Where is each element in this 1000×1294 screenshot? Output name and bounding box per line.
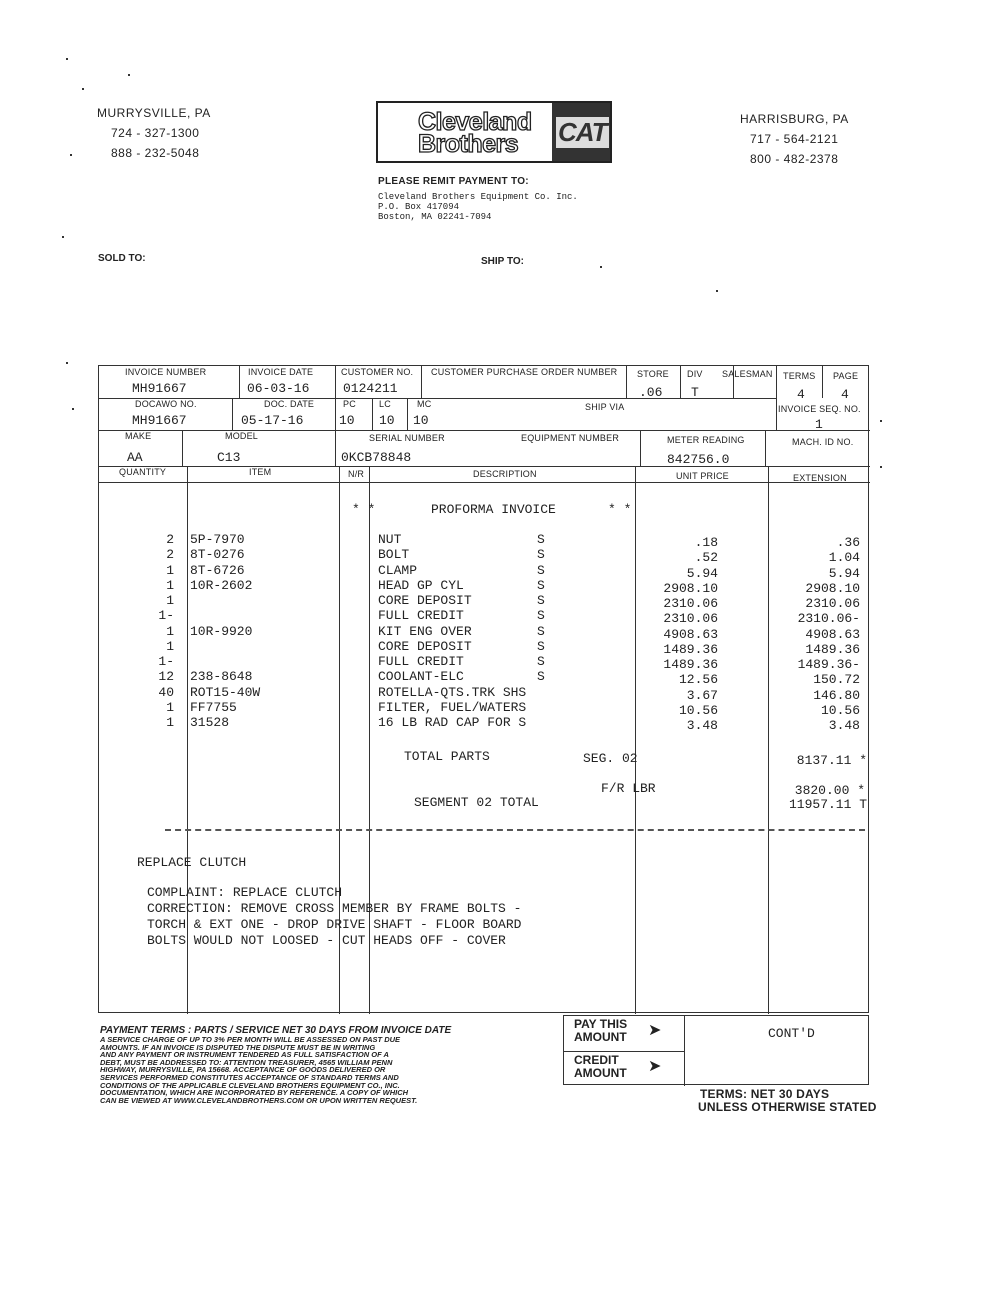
invoice-number-label: INVOICE NUMBER <box>125 367 207 377</box>
item-nr-code: S <box>537 532 545 547</box>
item-description: COOLANT-ELC <box>378 669 464 685</box>
item-unit-price: 12.56 <box>678 672 718 688</box>
payment-terms-body <box>100 1036 540 1104</box>
item-quantity: 1- <box>158 608 174 624</box>
lc-label: LC <box>379 399 391 409</box>
pc-label: PC <box>343 399 356 409</box>
city-label: MURRYSVILLE, PA <box>97 106 211 120</box>
item-nr-code: S <box>537 638 545 654</box>
seg-label: SEG. 02 <box>583 751 638 766</box>
item-quantity: 1 <box>166 715 174 730</box>
nr-label: N/R <box>348 469 365 479</box>
mc-label: MC <box>417 399 432 409</box>
ship-to-label: SHIP TO: <box>481 256 524 267</box>
item-nr-code: S <box>537 593 545 608</box>
phone-label: 724 - 327-1300 <box>111 126 200 140</box>
terms-body-line: SERVICES PERFORMED CONSTITUTES ACCEPTANCE OF STANDARD TERMS AND <box>100 1072 399 1082</box>
item-unit-price: 5.94 <box>686 565 718 581</box>
item-unit-price: 10.56 <box>678 702 718 718</box>
item-quantity: 1- <box>158 654 174 669</box>
item-quantity: 2 <box>166 547 174 563</box>
item-description: FULL CREDIT <box>378 608 464 624</box>
item-description: NUT <box>378 532 402 547</box>
equipment-label: EQUIPMENT NUMBER <box>521 433 620 443</box>
item-extension: .36 <box>836 535 860 550</box>
remit-line: P.O. Box 417094 <box>378 202 460 212</box>
item-part-number: FF7755 <box>190 699 237 715</box>
item-unit-price: 1489.36 <box>663 657 718 672</box>
item-description: CLAMP <box>378 562 418 578</box>
item-description: BOLT <box>378 547 410 563</box>
company-logo <box>376 101 612 163</box>
model-value: C13 <box>217 450 241 465</box>
remit-line: Cleveland Brothers Equipment Co. Inc. <box>378 192 578 202</box>
item-description: KIT ENG OVER <box>378 623 472 639</box>
net-terms-line: TERMS: NET 30 DAYS <box>700 1087 830 1101</box>
item-nr-code: S <box>537 669 545 685</box>
meter-label: METER READING <box>667 435 745 445</box>
description-label: DESCRIPTION <box>473 469 537 479</box>
credit-label-line: CREDIT <box>574 1053 619 1067</box>
item-extension: 1489.36- <box>797 657 860 672</box>
invoice-number-value: MH91667 <box>132 381 187 396</box>
sold-to-label: SOLD TO: <box>98 253 146 264</box>
contd-label: CONT'D <box>768 1026 815 1041</box>
item-extension: 2310.06- <box>797 611 860 627</box>
item-unit-price: .52 <box>694 550 718 566</box>
item-description: 16 LB RAD CAP FOR S <box>378 715 527 730</box>
docawo-label: DOCAWO NO. <box>135 399 197 409</box>
arrow-right-icon: ➤ <box>648 1058 662 1075</box>
doc-date-label: DOC. DATE <box>264 399 315 409</box>
item-part-number: 10R-9920 <box>190 623 253 639</box>
credit-amount-label <box>574 1054 627 1080</box>
cat-logo-icon <box>552 103 610 161</box>
note-line: BOLTS WOULD NOT LOOSED - CUT HEADS OFF - COVER <box>147 933 506 948</box>
item-quantity: 1 <box>166 638 174 654</box>
salesman-label: SALESMAN <box>722 369 773 379</box>
item-unit-price: 3.67 <box>686 687 718 703</box>
invoice-seq-label: INVOICE SEQ. NO. <box>778 404 861 414</box>
item-nr-code: S <box>537 577 545 593</box>
item-nr-code: S <box>537 562 545 578</box>
item-description: ROTELLA-QTS.TRK SHS <box>378 684 527 700</box>
meter-value: 842756.0 <box>667 452 730 467</box>
total-parts-value: 8137.11 * <box>796 753 867 768</box>
arrow-right-icon: ➤ <box>648 1022 662 1039</box>
fr-value: 3820.00 * <box>794 783 865 798</box>
terms-label: TERMS <box>783 371 816 381</box>
terms-body-line: HIGHWAY, MURRYSVILLE, PA 15668. ACCEPTANCE OF GOODS DELIVERED OR <box>100 1065 386 1075</box>
terms-body-line: AMOUNTS. IF AN INVOICE IS DISPUTED THE DISPUTE MUST BE IN WRITING <box>100 1042 376 1052</box>
fr-label: F/R LBR <box>601 781 656 796</box>
item-part-number: 10R-2602 <box>190 577 253 593</box>
item-extension: 1489.36 <box>805 641 860 657</box>
item-extension: 150.72 <box>813 672 860 688</box>
cpo-label: CUSTOMER PURCHASE ORDER NUMBER <box>431 367 618 377</box>
item-nr-code: S <box>537 608 545 624</box>
terms-body-line: CONDITIONS OF THE APPLICABLE CLEVELAND BROTHERS EQUIPMENT CO., INC. <box>100 1080 400 1090</box>
item-part-number: 31528 <box>190 715 230 730</box>
logo-line-1: Cleveland <box>418 108 532 136</box>
ship-via-label: SHIP VIA <box>585 402 625 412</box>
item-quantity: 1 <box>166 623 174 639</box>
item-nr-code: S <box>537 547 545 563</box>
item-extension: 10.56 <box>820 702 860 718</box>
note-line: COMPLAINT: REPLACE CLUTCH <box>147 885 343 900</box>
pay-this-amount-label <box>574 1018 627 1044</box>
net-terms <box>698 1088 877 1114</box>
item-description: HEAD GP CYL <box>378 577 464 593</box>
item-label: ITEM <box>249 467 272 477</box>
notes-title: REPLACE CLUTCH <box>137 855 247 870</box>
docawo-value: MH91667 <box>132 413 187 428</box>
item-quantity: 1 <box>166 593 174 608</box>
item-quantity: 2 <box>166 532 174 547</box>
item-unit-price: 2908.10 <box>663 580 718 596</box>
invoice-date-value: 06-03-16 <box>247 381 310 396</box>
segment-total-value: 11957.11 T <box>788 797 867 812</box>
serial-label: SERIAL NUMBER <box>369 433 445 443</box>
total-parts-label: TOTAL PARTS <box>404 749 490 764</box>
make-value: AA <box>127 450 143 465</box>
invoice-seq-value: 1 <box>815 417 823 432</box>
payment-terms-heading: PAYMENT TERMS : PARTS / SERVICE NET 30 DAYS FROM INVOICE DATE <box>100 1025 452 1036</box>
make-label: MAKE <box>125 431 152 441</box>
terms-body-line: AND ANY PAYMENT OR INSTRUMENT TENDERED AS FULL SATISFACTION OF A <box>100 1050 389 1060</box>
notes-body <box>147 885 521 949</box>
item-quantity: 1 <box>166 699 174 715</box>
item-unit-price: .18 <box>694 535 718 550</box>
item-part-number: 8T-0276 <box>190 547 245 563</box>
item-description: CORE DEPOSIT <box>378 593 472 608</box>
item-nr-code: S <box>537 623 545 639</box>
lc-value: 10 <box>379 413 395 428</box>
terms-body-line: A SERVICE CHARGE OF UP TO 3% PER MONTH WILL BE ASSESSED ON PAST DUE <box>100 1035 401 1044</box>
item-part-number: 5P-7970 <box>190 532 245 547</box>
cat-logo-text: CAT <box>558 117 607 147</box>
terms-body-line: DEBT, MUST BE ADDRESSED TO: ATTENTION TREASURER, 4565 WILLIAM PENN <box>100 1057 393 1067</box>
phone-label: 800 - 482-2378 <box>750 152 839 166</box>
murrysville-contact <box>97 103 211 163</box>
item-extension: 2908.10 <box>805 580 860 596</box>
mc-value: 10 <box>413 413 429 428</box>
item-part-number: 238-8648 <box>190 669 253 685</box>
div-label: DIV <box>687 369 703 379</box>
logo-text <box>418 108 532 158</box>
item-quantity: 1 <box>166 562 174 578</box>
credit-label-line: AMOUNT <box>574 1066 627 1080</box>
proforma-stars-left: * * <box>352 502 376 517</box>
item-extension: 1.04 <box>828 550 860 566</box>
terms-value: 4 <box>797 387 805 402</box>
proforma-stars-right: * * <box>608 502 632 517</box>
item-unit-price: 2310.06 <box>663 611 718 627</box>
item-nr-code: S <box>537 654 545 669</box>
store-value: .06 <box>639 385 663 400</box>
item-quantity: 40 <box>158 684 174 700</box>
item-extension: 5.94 <box>828 565 860 581</box>
div-value: T <box>691 385 699 400</box>
pc-value: 10 <box>339 413 355 428</box>
item-description: FULL CREDIT <box>378 654 464 669</box>
serial-value: 0KCB78848 <box>341 450 412 465</box>
item-unit-price: 2310.06 <box>663 596 718 611</box>
extension-label: EXTENSION <box>793 473 847 483</box>
proforma-title: PROFORMA INVOICE <box>431 502 556 517</box>
item-extension: 2310.06 <box>805 596 860 611</box>
payment-terms <box>100 1025 540 1104</box>
mach-id-label: MACH. ID NO. <box>792 437 854 447</box>
city-label: HARRISBURG, PA <box>740 112 849 126</box>
note-line: CORRECTION: REMOVE CROSS MEMBER BY FRAME BOLTS - <box>147 901 522 916</box>
phone-label: 717 - 564-2121 <box>750 132 839 146</box>
item-unit-price: 4908.63 <box>663 626 718 642</box>
page-label: PAGE <box>833 371 859 381</box>
pay-label-line: PAY THIS <box>574 1017 628 1031</box>
item-unit-price: 1489.36 <box>663 641 718 657</box>
remit-title: PLEASE REMIT PAYMENT TO: <box>378 176 529 187</box>
item-quantity: 1 <box>166 577 174 593</box>
item-extension: 4908.63 <box>805 626 860 642</box>
quantity-label: QUANTITY <box>119 467 167 477</box>
item-description: FILTER, FUEL/WATERS <box>378 699 527 715</box>
divider-dashed <box>165 829 865 831</box>
pay-amount-box <box>563 1015 869 1085</box>
item-description: CORE DEPOSIT <box>378 638 472 654</box>
item-quantity: 12 <box>158 669 174 685</box>
net-terms-line: UNLESS OTHERWISE STATED <box>698 1100 877 1114</box>
terms-body-line: DOCUMENTATION, WHICH ARE INCORPORATED BY REFERENCE. A COPY OF WHICH <box>100 1088 409 1098</box>
note-line: TORCH & EXT ONE - DROP DRIVE SHAFT - FLOOR BOARD <box>147 917 522 932</box>
remit-address <box>378 192 578 222</box>
unit-price-label: UNIT PRICE <box>676 471 729 481</box>
item-part-number: ROT15-40W <box>190 684 261 700</box>
logo-line-2: Brothers <box>418 130 519 158</box>
customer-no-label: CUSTOMER NO. <box>341 367 414 377</box>
model-label: MODEL <box>225 431 259 441</box>
invoice-date-label: INVOICE DATE <box>248 367 314 377</box>
item-extension: 146.80 <box>813 687 860 703</box>
remit-line: Boston, MA 02241-7094 <box>378 212 492 222</box>
store-label: STORE <box>637 369 669 379</box>
item-extension: 3.48 <box>828 718 860 733</box>
item-part-number: 8T-6726 <box>190 562 245 578</box>
segment-total-label: SEGMENT 02 TOTAL <box>414 795 539 810</box>
page-value: 4 <box>841 387 849 402</box>
item-unit-price: 3.48 <box>686 718 718 733</box>
pay-label-line: AMOUNT <box>574 1030 627 1044</box>
customer-no-value: 0124211 <box>343 381 398 396</box>
terms-body-line: CAN BE VIEWED AT WWW.CLEVELANDBROTHERS.COM OR UPON WRITTEN REQUEST. <box>100 1095 418 1105</box>
harrisburg-contact <box>740 109 849 169</box>
doc-date-value: 05-17-16 <box>241 413 304 428</box>
phone-label: 888 - 232-5048 <box>111 146 200 160</box>
